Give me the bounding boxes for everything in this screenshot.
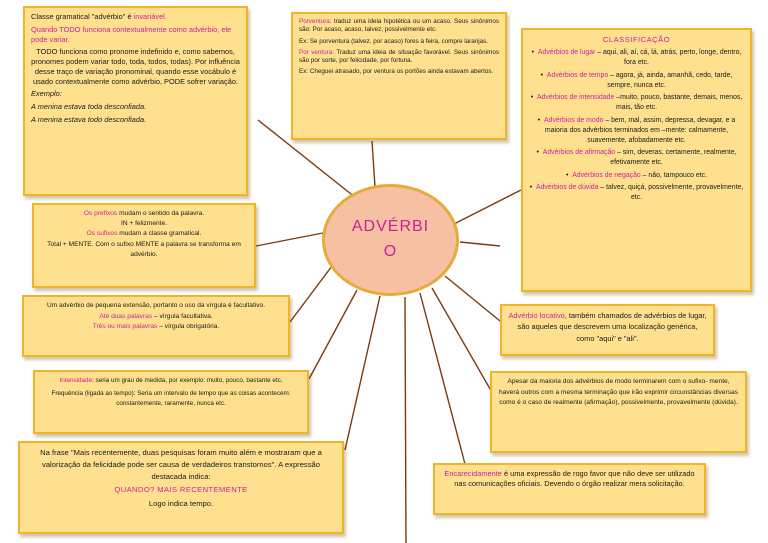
- box1-highlight: invariável.: [133, 12, 167, 21]
- connector-line: [405, 297, 406, 543]
- locativo-term: Advérbio locativo: [508, 311, 565, 320]
- connector-line: [445, 276, 500, 321]
- connector-line: [256, 232, 328, 246]
- box1-example-label: Exemplo:: [31, 89, 62, 99]
- frase-conclusao: Logo indica tempo.: [148, 499, 214, 509]
- list-item: • Advérbios de negação – não, tampouco etc.: [529, 171, 744, 181]
- classificacao-title: CLASSIFICAÇÃO: [602, 35, 671, 44]
- frase-exemplo: Na frase "Mais recentemente, duas pesquisas foram muito além e mostraram que a valorização da felicidade pode ser causa de verdadeiros transtornos". A expressão destacada indica:: [40, 448, 322, 481]
- list-item: • Advérbios de lugar – aqui, ali, aí, cá, lá, atrás, perto, longe, dentro, fora etc.: [529, 48, 744, 68]
- connector-line: [452, 190, 521, 225]
- frase-pergunta: QUANDO? MAIS RECENTEMENTE: [114, 485, 248, 495]
- list-item: • Advérbios de dúvida – talvez, quiçá, possivelmente, provavelmente, etc.: [529, 183, 744, 203]
- box-encarecidamente: [433, 463, 706, 515]
- list-item: • Advérbios de intensidade –muito, pouco, bastante, demais, menos, mais, tão etc.: [529, 93, 744, 113]
- list-item: • Advérbios de afirmação – sim, deveras, certamente, realmente, efetivamente etc.: [529, 148, 744, 168]
- mente-explanation: Apesar da maioria dos advérbios de modo terminarem com o sufixo- mente, haverá outros com a mesma terminação que irão exprimir circunstâncias diversas como é o caso de realmente (afirmação), possivelmente, provavelmente (dúvida).: [499, 378, 738, 407]
- connector-line: [290, 266, 332, 322]
- center-title: ADVÉRBIO: [351, 218, 430, 260]
- connector-line: [372, 141, 375, 187]
- box-virgula: Um advérbio de pequena extensão, portanto o uso da vírgula é facultativo. Até duas palavras – vírgula facultativa. Três ou mais palavras – vírgula obrigatória.: [22, 295, 290, 357]
- box-locativo: [500, 304, 715, 356]
- prefixos-term: Os prefixos: [83, 210, 118, 217]
- list-item: • Advérbios de modo – bem, mal, assim, depressa, devagar, e a maioria dos advérbios terminados em –mente: calmamente, suavemente, afobadamente etc.: [529, 116, 744, 147]
- locativo-definition: , também chamados de advérbios de lugar, são aqueles que descrevem uma localização genérica, como "aqui" e "ali".: [517, 311, 707, 343]
- sufixo-example: Total + MENTE. Com o sufixo MENTE a palavra se transforma em advérbio.: [47, 240, 241, 258]
- box-porventura: [291, 12, 507, 140]
- connector-line: [309, 290, 357, 379]
- classificacao-list: [529, 48, 744, 203]
- virgula-term-1: Até duas palavras: [99, 312, 153, 320]
- por-ventura-term: Por ventura:: [299, 48, 335, 56]
- virgula-rule: Um advérbio de pequena extensão, portanto o uso da vírgula é facultativo.: [46, 302, 266, 309]
- center-node: [322, 184, 459, 296]
- porventura-example: Ex: Se porventura (talvez, por acaso) fores à feira, compre laranjas.: [299, 37, 488, 45]
- por-ventura-example: Ex: Cheguei atrasado, por ventura os portões ainda estavam abertos.: [299, 68, 494, 76]
- list-item: • Advérbios de tempo – agora, já, ainda, amanhã, cedo, tarde, sempre, nunca etc.: [529, 71, 744, 91]
- encarecidamente-term: Encarecidamente: [444, 469, 502, 478]
- box1-text: Classe gramatical "advérbio" é: [31, 12, 134, 21]
- frequencia-definition: Frequência (ligada ao tempo): Seria um intervalo de tempo que as coisas acontecem: constantemente, raramente, nunca etc.: [51, 389, 291, 407]
- porventura-definition: traduz uma ideia hipotética ou um acaso. Seus sinônimos são: Por acaso, acaso, talvez, possivelmente etc.: [299, 18, 499, 34]
- connector-line: [432, 288, 497, 401]
- por-ventura-definition: Traduz uma ideia de situação favorável. Seus sinônimos são por sorte, por felicidade, por fortuna.: [299, 48, 499, 65]
- connector-line: [420, 293, 465, 464]
- box1-todo-rule: Quando TODO funciona contextualmente como advérbio, ele pode variar.: [31, 24, 232, 44]
- prefixo-example: IN + felizmente.: [121, 220, 167, 228]
- sufixos-term: Os sufixos: [86, 230, 118, 238]
- box1-example-1: A menina estava toda desconfiada.: [31, 102, 147, 112]
- box-mente: [490, 371, 747, 453]
- box-exemplo-frase: [18, 441, 344, 534]
- encarecidamente-definition: é uma expressão de rogo favor que não deve ser utilizado nas comunicações oficiais. Devendo o órgão realizar mera solicitação.: [454, 469, 695, 489]
- intensidade-term: Intensidade: [59, 377, 93, 384]
- box1-example-2: A menina estava todo desconfiada.: [31, 114, 147, 124]
- porventura-term: Porventura:: [299, 18, 332, 25]
- box-intensidade: Intensidade: seria um grau de medida, por exemplo: muito, pouco, bastante etc. Frequência (ligada ao tempo): Seria um intervalo de tempo que as coisas acontecem: constantemente, raramente, nunca etc.: [33, 370, 309, 434]
- connector-line: [460, 242, 500, 246]
- box-prefixos-sufixos: Os prefixos mudam o sentido da palavra. IN + felizmente. Os sufixos mudam a classe gramatical. Total + MENTE. Com o sufixo MENTE a palavra se transforma em advérbio.: [32, 203, 256, 288]
- box-invariavel: [23, 6, 248, 196]
- connector-line: [345, 296, 380, 450]
- box-classificacao: [521, 28, 752, 292]
- box1-explanation: TODO funciona como pronome indefinido e, como sabemos, pronomes podem variar todo, toda, todos, todas). Por influência desse traço de variação pronominal, quando esse vocábulo é usado contextualmente como advérbio, PODE sofrer variação.: [31, 47, 240, 86]
- virgula-term-2: Três ou mais palavras: [92, 323, 158, 331]
